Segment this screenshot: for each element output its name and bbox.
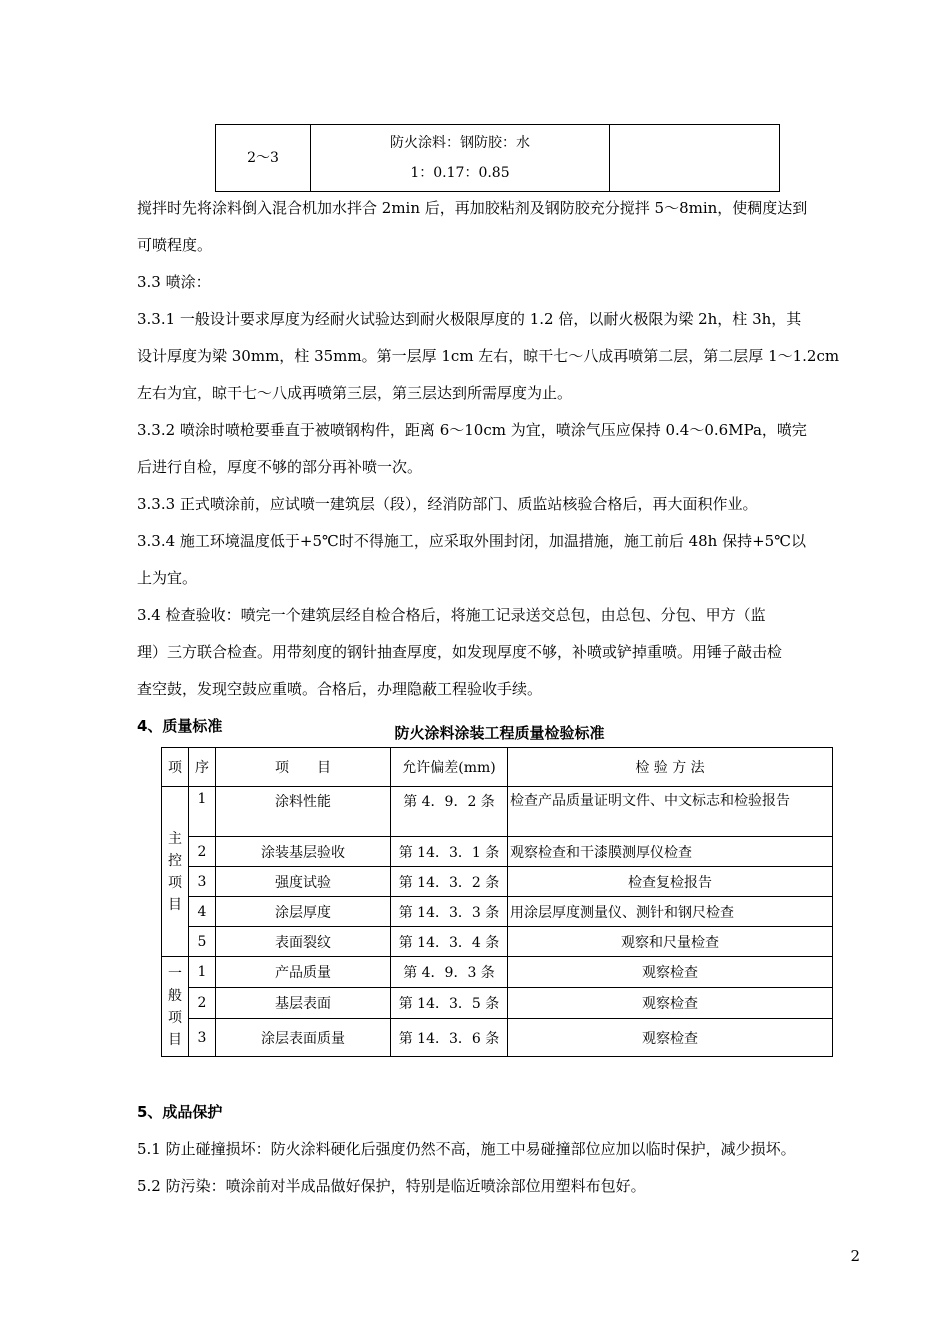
s52-line: 5.2 防污染：喷涂前对半成品做好保护，特别是临近喷涂部位用塑料布包好。 <box>137 1177 646 1195</box>
s331-line2: 设计厚度为梁 30mm，柱 35mm。第一层厚 1cm 左右，晾干七～八成再喷第二层，第二层厚 1～1.2cm <box>137 347 840 365</box>
row-method: 检查产品质量证明文件、中文标志和检验报告 <box>508 787 833 837</box>
table-row <box>162 988 833 1019</box>
table-row <box>162 787 833 837</box>
table-row <box>162 1019 833 1057</box>
page-number: 2 <box>850 1247 860 1265</box>
header-deviation: 允许偏差(mm) <box>391 748 508 787</box>
table-row <box>162 837 833 867</box>
row-deviation: 第 14．3．3 条 <box>391 897 508 927</box>
row-seq: 4 <box>189 897 216 927</box>
s334-line1: 3.3.4 施工环境温度低于+5℃时不得施工，应采取外围封闭，加温措施，施工前后 48h 保持+5℃以 <box>137 532 807 550</box>
row-seq: 3 <box>189 867 216 897</box>
row-item: 强度试验 <box>216 867 391 897</box>
note-cell <box>610 125 780 192</box>
row-seq: 1 <box>189 957 216 988</box>
header-method: 检 验 方 法 <box>508 748 833 787</box>
header-item: 项 目 <box>216 748 391 787</box>
s34-line1: 3.4 检查验收：喷完一个建筑层经自检合格后，将施工记录送交总包，由总包、分包、甲方（监 <box>137 606 766 624</box>
table-row <box>162 957 833 988</box>
table-header-row <box>162 748 833 787</box>
row-item: 涂层厚度 <box>216 897 391 927</box>
row-method: 观察检查和干漆膜测厚仪检查 <box>508 837 833 867</box>
header-group: 项 <box>162 748 189 787</box>
section5-heading: 5、成品保护 <box>137 1103 223 1121</box>
row-seq: 3 <box>189 1019 216 1057</box>
quality-standard-table <box>161 747 833 1057</box>
row-item: 涂层表面质量 <box>216 1019 391 1057</box>
mix-cell <box>311 125 610 192</box>
row-item: 涂装基层验收 <box>216 837 391 867</box>
section4-heading: 4、质量标准 <box>137 717 223 735</box>
row-deviation: 第 14．3．6 条 <box>391 1019 508 1057</box>
p1-line1: 搅拌时先将涂料倒入混合机加水拌合 2min 后，再加胶粘剂及钢防胶充分搅拌 5～8min，使稠度达到 <box>137 199 808 217</box>
s332-line2: 后进行自检，厚度不够的部分再补喷一次。 <box>137 458 423 476</box>
row-seq: 1 <box>189 787 216 837</box>
quality-table-title: 防火涂料涂装工程质量检验标准 <box>394 724 605 742</box>
mix-ratio: 1：0.17：0.85 <box>410 165 510 181</box>
row-method: 观察检查 <box>508 957 833 988</box>
row-deviation: 第 14．3．5 条 <box>391 988 508 1019</box>
table-row <box>162 897 833 927</box>
row-method: 观察检查 <box>508 1019 833 1057</box>
s34-line2: 理）三方联合检查。用带刻度的钢针抽查厚度，如发现厚度不够，补喷或铲掉重喷。用锤子敲击检 <box>137 643 783 661</box>
s33-heading: 3.3 喷涂： <box>137 273 211 291</box>
row-item: 涂料性能 <box>216 787 391 837</box>
row-item: 基层表面 <box>216 988 391 1019</box>
s331-line1: 3.3.1 一般设计要求厚度为经耐火试验达到耐火极限厚度的 1.2 倍，以耐火极限为梁 2h，柱 3h，其 <box>137 310 802 328</box>
row-seq: 2 <box>189 837 216 867</box>
p1-line2: 可喷程度。 <box>137 236 213 254</box>
s34-line3: 查空鼓，发现空鼓应重喷。合格后，办理隐蔽工程验收手续。 <box>137 680 543 698</box>
mix-ratio-table <box>215 124 780 192</box>
s334-line2: 上为宜。 <box>137 569 198 587</box>
s51-line: 5.1 防止碰撞损坏：防火涂料硬化后强度仍然不高，施工中易碰撞部位应加以临时保护，减少损坏。 <box>137 1140 796 1158</box>
row-deviation: 第 14．3．1 条 <box>391 837 508 867</box>
ratio-label: 2～3 <box>247 150 279 166</box>
row-deviation: 第 14．3．2 条 <box>391 867 508 897</box>
table-row <box>162 927 833 957</box>
row-method: 用涂层厚度测量仪、测针和钢尺检查 <box>508 897 833 927</box>
s332-line1: 3.3.2 喷涂时喷枪要垂直于被喷钢构件，距离 6～10cm 为宜，喷涂气压应保持 0.4～0.6MPa，喷完 <box>137 421 807 439</box>
s333-line: 3.3.3 正式喷涂前，应试喷一建筑层（段），经消防部门、质监站核验合格后，再大面积作业。 <box>137 495 758 513</box>
row-seq: 5 <box>189 927 216 957</box>
header-seq: 序 <box>189 748 216 787</box>
row-method: 观察检查 <box>508 988 833 1019</box>
section5 <box>137 1094 862 1205</box>
row-item: 产品质量 <box>216 957 391 988</box>
group-main: 主 控 项 目 <box>162 787 189 957</box>
s331-line3: 左右为宜，晾干七～八成再喷第三层，第三层达到所需厚度为止。 <box>137 384 573 402</box>
mix-title: 防火涂料：钢防胶：水 <box>390 135 530 151</box>
row-method: 检查复检报告 <box>508 867 833 897</box>
row-deviation: 第 4．9．3 条 <box>391 957 508 988</box>
group-general: 一 般 项 目 <box>162 957 189 1057</box>
ratio-label-cell <box>216 125 311 192</box>
row-method: 观察和尺量检查 <box>508 927 833 957</box>
table-row <box>162 867 833 897</box>
row-item: 表面裂纹 <box>216 927 391 957</box>
row-seq: 2 <box>189 988 216 1019</box>
row-deviation: 第 4．9．2 条 <box>391 787 508 837</box>
body-text <box>137 190 862 745</box>
row-deviation: 第 14．3．4 条 <box>391 927 508 957</box>
